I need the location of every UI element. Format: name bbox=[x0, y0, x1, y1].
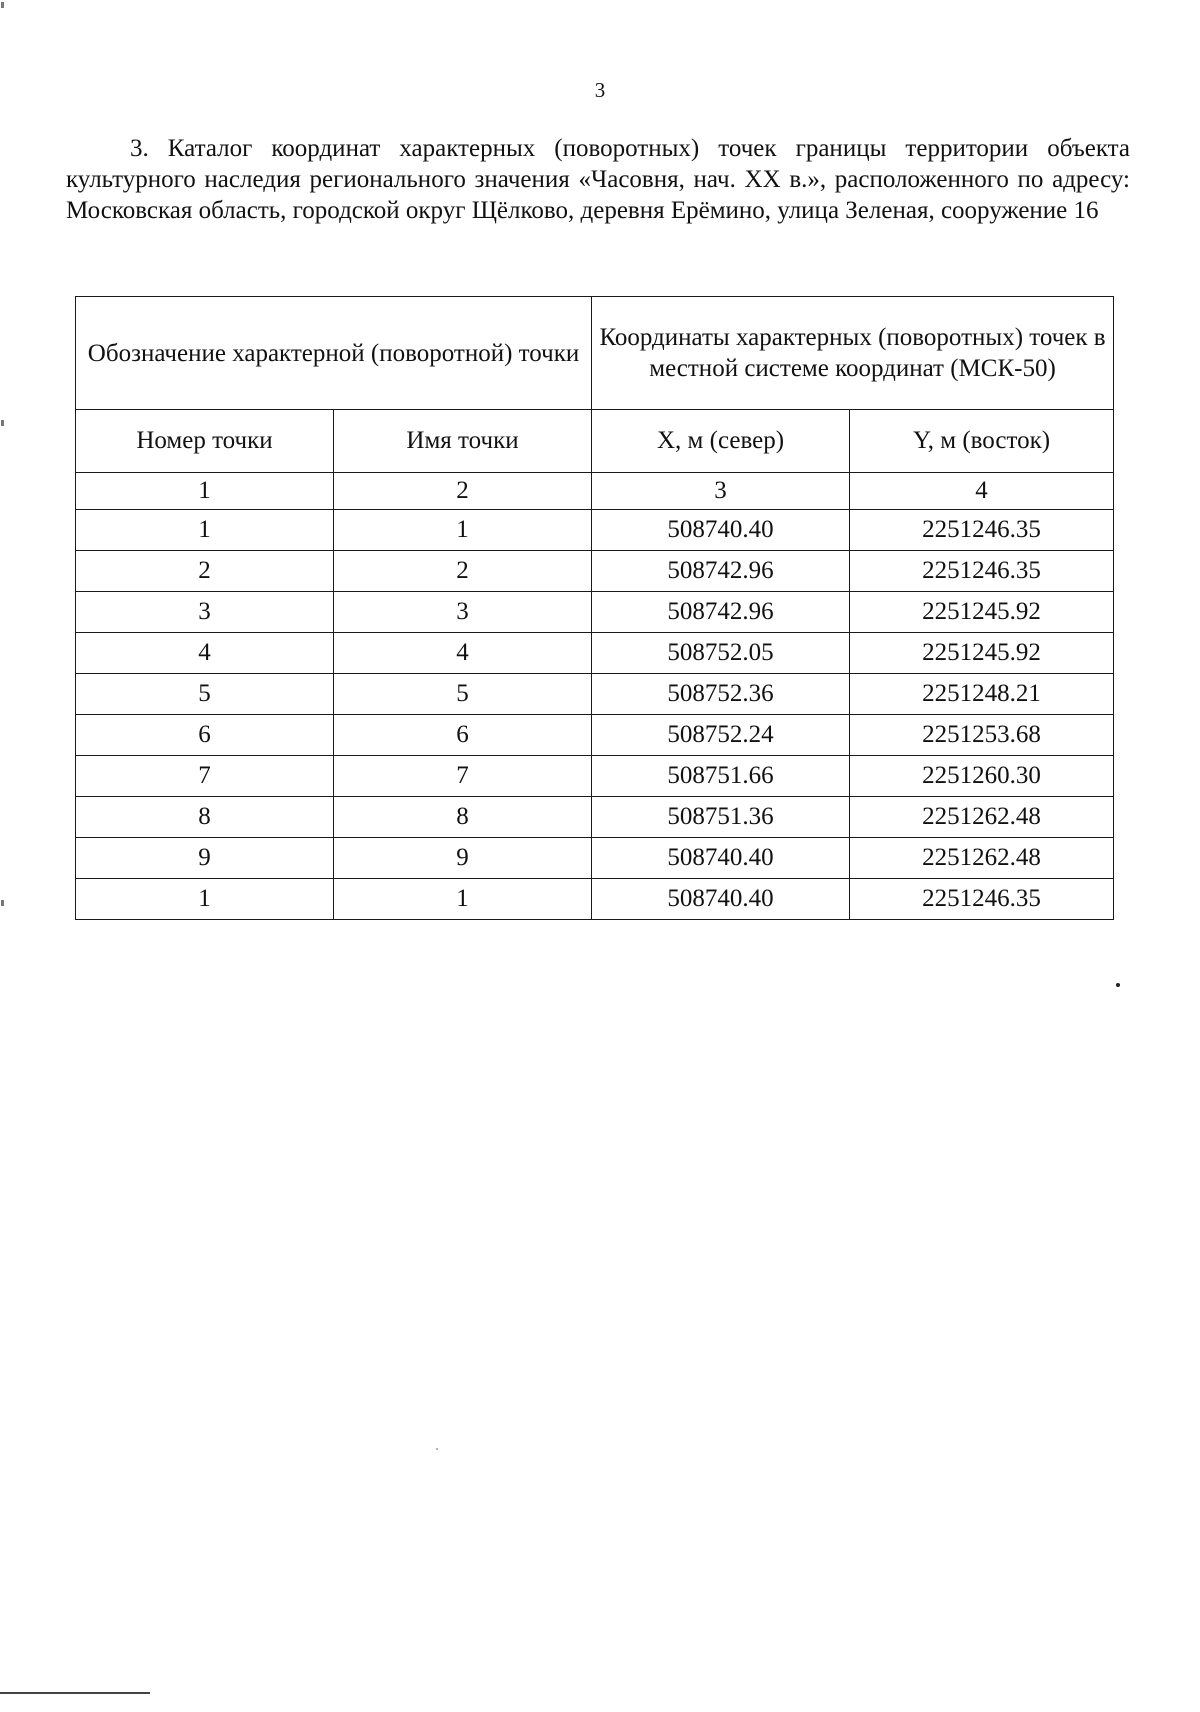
point-number-cell: 5 bbox=[76, 674, 334, 715]
point-number-cell: 2 bbox=[76, 551, 334, 592]
column-number-cell: 1 bbox=[76, 473, 334, 510]
designation-group-header: Обозначение характерной (поворотной) точки bbox=[76, 297, 592, 410]
group-header-row bbox=[76, 297, 1114, 410]
point-name-cell: 9 bbox=[334, 838, 592, 879]
y-coordinate-cell: 2251248.21 bbox=[850, 674, 1114, 715]
table-row bbox=[76, 756, 1114, 797]
scan-speck bbox=[436, 1448, 438, 1450]
scan-speck bbox=[1116, 983, 1120, 987]
point-number-cell: 7 bbox=[76, 756, 334, 797]
point-name-cell: 3 bbox=[334, 592, 592, 633]
point-number-cell: 8 bbox=[76, 797, 334, 838]
x-coordinate-cell: 508751.66 bbox=[592, 756, 850, 797]
point-name-cell: 5 bbox=[334, 674, 592, 715]
x-coordinate-cell: 508740.40 bbox=[592, 510, 850, 551]
y-coordinate-header: Y, м (восток) bbox=[850, 410, 1114, 473]
y-coordinate-cell: 2251262.48 bbox=[850, 797, 1114, 838]
y-coordinate-cell: 2251245.92 bbox=[850, 633, 1114, 674]
point-number-cell: 1 bbox=[76, 510, 334, 551]
coordinates-group-header: Координаты характерных (поворотных) точек в местной системе координат (МСК-50) bbox=[592, 297, 1114, 410]
point-name-cell: 2 bbox=[334, 551, 592, 592]
point-name-cell: 1 bbox=[334, 510, 592, 551]
point-number-cell: 4 bbox=[76, 633, 334, 674]
x-coordinate-cell: 508751.36 bbox=[592, 797, 850, 838]
x-coordinate-cell: 508740.40 bbox=[592, 879, 850, 920]
point-name-cell: 8 bbox=[334, 797, 592, 838]
table-row bbox=[76, 797, 1114, 838]
point-name-cell: 4 bbox=[334, 633, 592, 674]
y-coordinate-cell: 2251253.68 bbox=[850, 715, 1114, 756]
column-number-row bbox=[76, 473, 1114, 510]
x-coordinate-cell: 508752.24 bbox=[592, 715, 850, 756]
y-coordinate-cell: 2251245.92 bbox=[850, 592, 1114, 633]
point-name-cell: 6 bbox=[334, 715, 592, 756]
x-coordinate-cell: 508740.40 bbox=[592, 838, 850, 879]
table-row bbox=[76, 715, 1114, 756]
x-coordinate-cell: 508742.96 bbox=[592, 551, 850, 592]
coordinates-table bbox=[75, 296, 1114, 920]
y-coordinate-cell: 2251262.48 bbox=[850, 838, 1114, 879]
y-coordinate-cell: 2251246.35 bbox=[850, 879, 1114, 920]
point-name-header: Имя точки bbox=[334, 410, 592, 473]
point-number-cell: 6 bbox=[76, 715, 334, 756]
point-number-header: Номер точки bbox=[76, 410, 334, 473]
y-coordinate-cell: 2251246.35 bbox=[850, 551, 1114, 592]
x-coordinate-cell: 508752.36 bbox=[592, 674, 850, 715]
column-number-cell: 3 bbox=[592, 473, 850, 510]
table-row bbox=[76, 633, 1114, 674]
point-number-cell: 1 bbox=[76, 879, 334, 920]
table-row bbox=[76, 879, 1114, 920]
column-number-cell: 2 bbox=[334, 473, 592, 510]
scan-edge-marks bbox=[0, 0, 6, 1712]
x-coordinate-cell: 508742.96 bbox=[592, 592, 850, 633]
y-coordinate-cell: 2251246.35 bbox=[850, 510, 1114, 551]
intro-paragraph: 3. Каталог координат характерных (поворотных) точек границы территории объекта культурного наследия регионального значения «Часовня, нач. XX в.», расположенного по адресу: Московская область, городской округ Щёлково, деревня Ерёмино, улица Зеленая, сооружение 16 bbox=[66, 135, 1130, 224]
table-row bbox=[76, 551, 1114, 592]
point-name-cell: 7 bbox=[334, 756, 592, 797]
point-number-cell: 3 bbox=[76, 592, 334, 633]
column-header-row bbox=[76, 410, 1114, 473]
table-row bbox=[76, 510, 1114, 551]
x-coordinate-header: X, м (север) bbox=[592, 410, 850, 473]
x-coordinate-cell: 508752.05 bbox=[592, 633, 850, 674]
table-row bbox=[76, 592, 1114, 633]
point-number-cell: 9 bbox=[76, 838, 334, 879]
column-number-cell: 4 bbox=[850, 473, 1114, 510]
table-row bbox=[76, 838, 1114, 879]
scan-edge-line bbox=[0, 1692, 150, 1700]
page-number: 3 bbox=[594, 78, 606, 102]
table-row bbox=[76, 674, 1114, 715]
point-name-cell: 1 bbox=[334, 879, 592, 920]
y-coordinate-cell: 2251260.30 bbox=[850, 756, 1114, 797]
